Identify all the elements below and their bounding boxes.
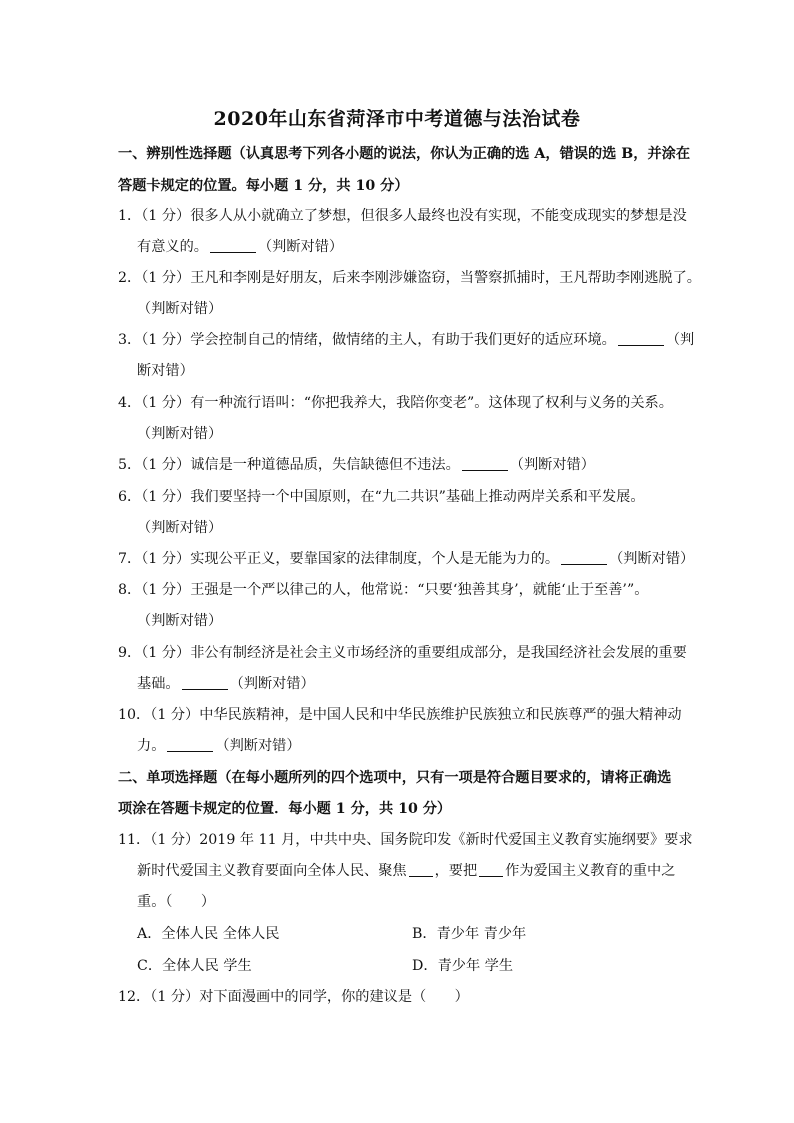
question-11-cont2: 重。（ ） (137, 894, 216, 910)
exam-title: 2020年山东省菏泽市中考道德与法治试卷 (213, 108, 581, 130)
section1-heading-cont: 答题卡规定的位置。每小题 1 分，共 10 分） (118, 178, 409, 194)
question-11: 11．（1 分）2019 年 11 月，中共中央、国务院印发《新时代爱国主义教育实施纲要》要求 (118, 832, 693, 848)
question-9: 9．（1 分）非公有制经济是社会主义市场经济的重要组成部分，是我国经济社会发展的重要 (118, 645, 687, 661)
question-10-cont: 力。 （判断对错） (137, 738, 301, 754)
answer-blank[interactable] (479, 862, 503, 877)
option-d[interactable]: D．青少年 学生 (412, 958, 514, 974)
option-c[interactable]: C．全体人民 学生 (137, 958, 252, 974)
question-9-cont: 基础。 （判断对错） (137, 676, 315, 692)
question-6: 6．（1 分）我们要坚持一个中国原则，在“九二共识”基础上推动两岸关系和平发展。 (118, 489, 645, 505)
section2-heading: 二、单项选择题（在每小题所列的四个选项中，只有一项是符合题目要求的，请将正确选 (118, 770, 672, 786)
question-10: 10．（1 分）中华民族精神，是中国人民和中华民族维护民族独立和民族尊严的强大精神动 (118, 707, 682, 723)
question-2: 2．（1 分）王凡和李刚是好朋友，后来李刚涉嫌盗窃，当警察抓捕时，王凡帮助李刚逃脱了。 (118, 270, 701, 286)
section1-heading: 一、辨别性选择题（认真思考下列各小题的说法，你认为正确的选 A，错误的选 B，并涂在 (118, 146, 691, 162)
answer-blank[interactable] (462, 456, 508, 471)
question-4: 4．（1 分）有一种流行语叫：“你把我养大，我陪你变老”。这体现了权利与义务的关系。 (118, 395, 673, 411)
question-8-cont: （判断对错） (137, 613, 223, 629)
answer-blank[interactable] (618, 331, 664, 346)
question-5: 5．（1 分）诚信是一种道德品质，失信缺德但不违法。 （判断对错） (118, 457, 595, 473)
question-1: 1．（1 分）很多人从小就确立了梦想，但很多人最终也没有实现，不能变成现实的梦想是没 (118, 208, 687, 224)
question-6-cont: （判断对错） (137, 520, 223, 536)
question-4-cont: （判断对错） (137, 426, 223, 442)
question-11-cont: 新时代爱国主义教育要面向全体人民、聚焦 ，要把 作为爱国主义教育的重中之 (137, 863, 676, 879)
option-b[interactable]: B．青少年 青少年 (412, 926, 527, 942)
question-3-cont: 断对错） (137, 363, 194, 379)
question-7: 7．（1 分）实现公平正义，要靠国家的法律制度，个人是无能为力的。 （判断对错） (118, 551, 695, 567)
answer-blank[interactable] (182, 675, 228, 690)
question-12: 12．（1 分）对下面漫画中的同学，你的建议是（ ） (118, 989, 469, 1005)
question-1-cont: 有意义的。 （判断对错） (137, 239, 344, 255)
option-a[interactable]: A．全体人民 全体人民 (137, 926, 280, 942)
section2-heading-cont: 项涂在答题卡规定的位置．每小题 1 分，共 10 分） (118, 801, 452, 817)
question-8: 8．（1 分）王强是一个严以律己的人，他常说：“只要‘独善其身’，就能‘止于至善’”。 (118, 582, 649, 598)
answer-blank[interactable] (167, 737, 213, 752)
question-3: 3．（1 分）学会控制自己的情绪，做情绪的主人，有助于我们更好的适应环境。 （判 (118, 332, 695, 348)
answer-blank[interactable] (210, 238, 256, 253)
question-2-cont: （判断对错） (137, 301, 223, 317)
answer-blank[interactable] (409, 862, 433, 877)
answer-blank[interactable] (561, 550, 607, 565)
